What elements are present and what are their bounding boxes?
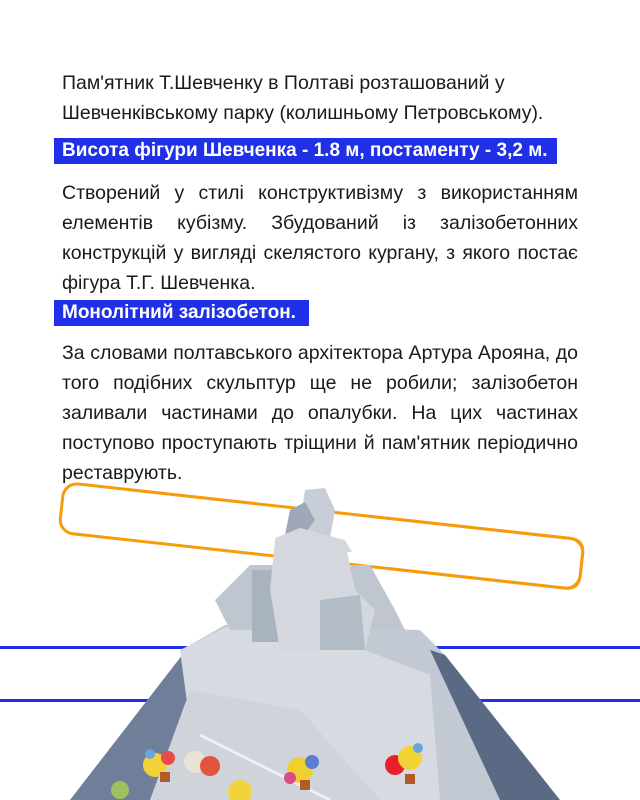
material-highlight: Монолітний залізобетон.: [54, 300, 309, 326]
style-paragraph: Створений у стилі конструктивізму з використанням елементів кубізму. Збудований із залізобетонних конструкцій у вигляді скелястого кургану, з якого постає фігура Т.Г. Шевченка.: [62, 182, 578, 294]
architect-quote-paragraph: За словами полтавського архітектора Артура Арояна, до того подібних скульптур ще не робили; залізобетон заливали частинами до опалубки. На цих частинах поступово проступають тріщини й пам'ятник періодично реставрують.: [62, 342, 578, 484]
monument-photo: [0, 480, 640, 800]
monument-graphic: [0, 480, 640, 800]
intro-paragraph: Пам'ятник Т.Шевченку в Полтаві розташований у Шевченківському парку (колишньому Петровському).: [62, 72, 544, 124]
height-highlight: Висота фігури Шевченка - 1.8 м, постаменту - 3,2 м.: [54, 138, 557, 164]
